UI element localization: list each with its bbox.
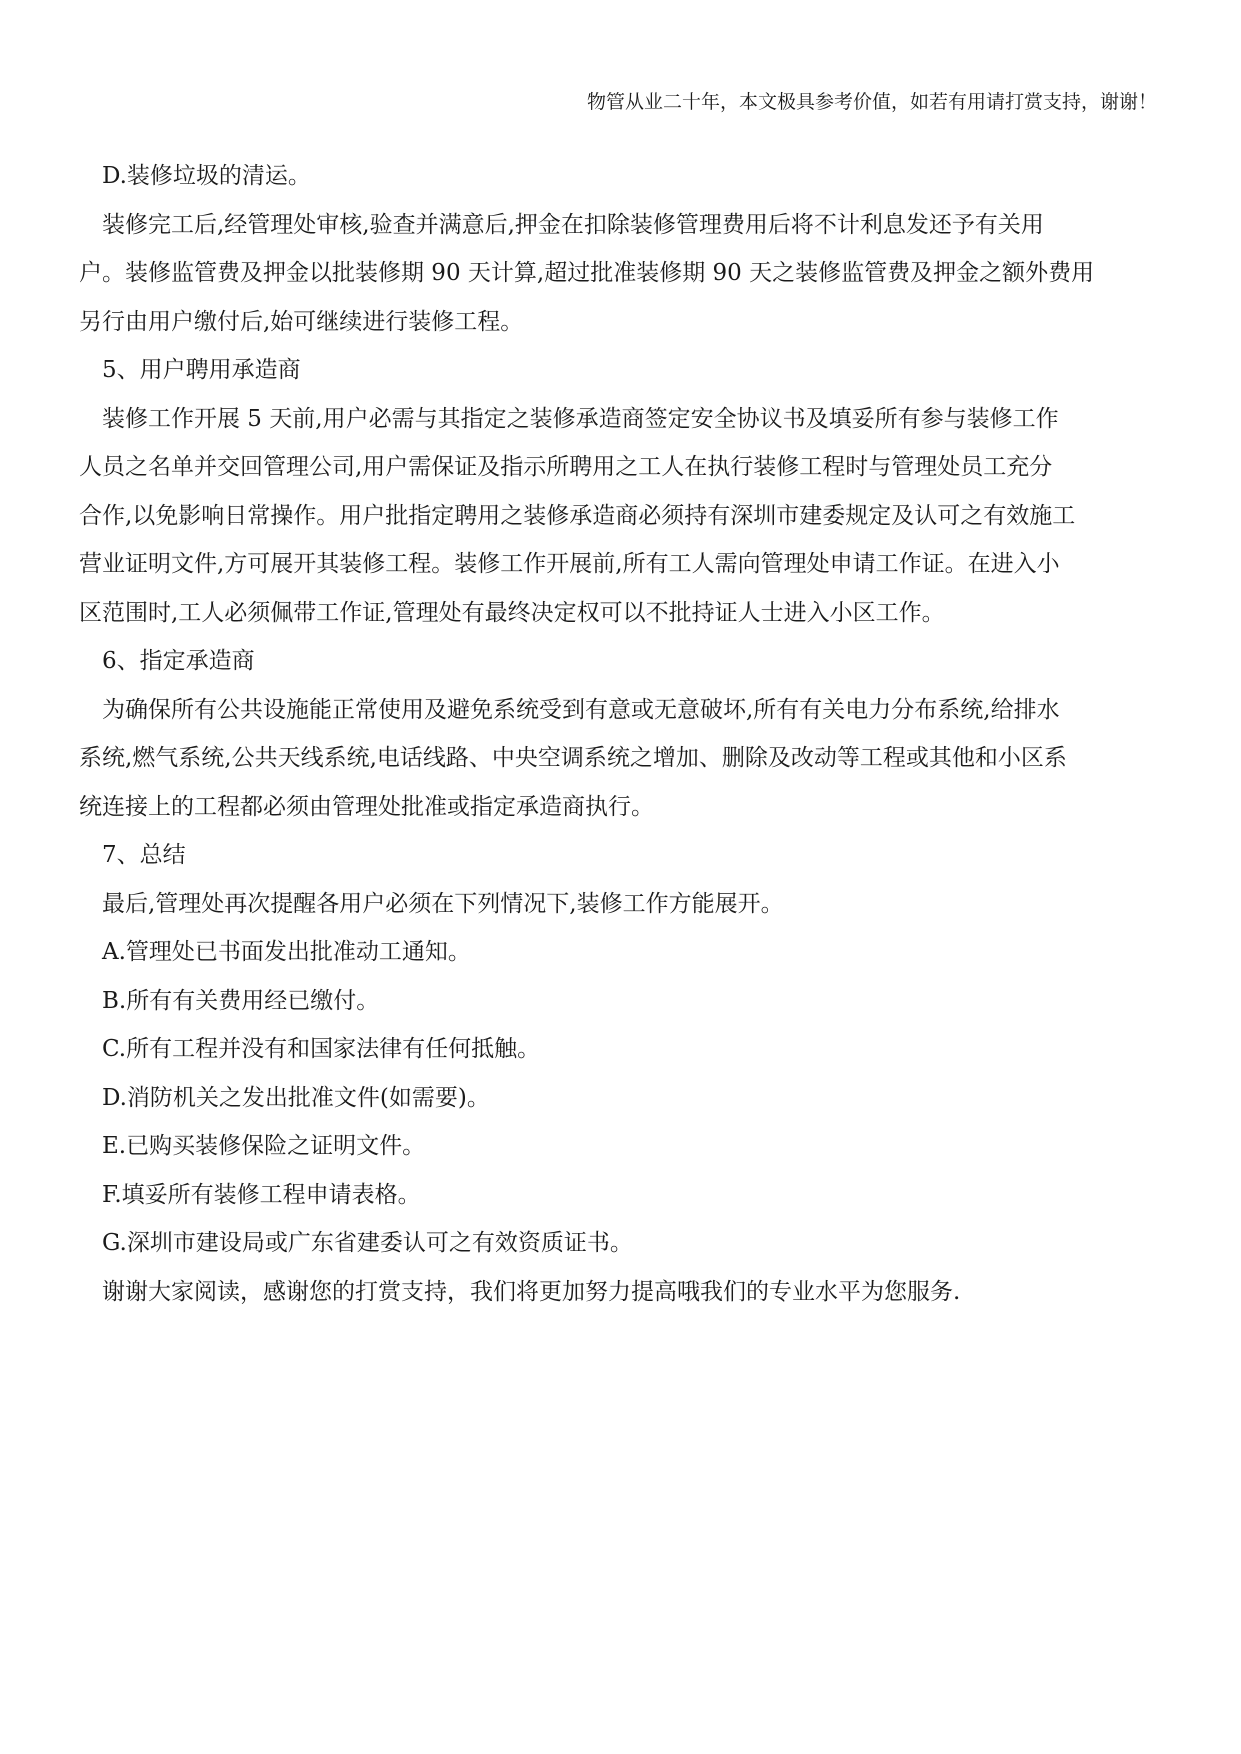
text-line: A.管理处已书面发出批准动工通知。	[102, 939, 471, 965]
text-line: D.消防机关之发出批准文件(如需要)。	[102, 1084, 490, 1111]
text-line: 最后,管理处再次提醒各用户必须在下列情况下,装修工作方能展开。	[102, 890, 784, 917]
text-line: 6、指定承造商	[102, 648, 255, 674]
text-line: 另行由用户缴付后,始可继续进行装修工程。	[79, 308, 524, 335]
text-line: C.所有工程并没有和国家法律有任何抵触。	[102, 1036, 541, 1062]
text-line: B.所有有关费用经已缴付。	[102, 987, 380, 1014]
text-line: 装修工作开展 5 天前,用户必需与其指定之装修承造商签定安全协议书及填妥所有参与装修工作	[102, 405, 1059, 432]
text-line: 谢谢大家阅读，感谢您的打赏支持，我们将更加努力提高哦我们的专业水平为您服务.	[102, 1278, 961, 1305]
text-line: D.装修垃圾的清运。	[102, 163, 311, 189]
text-line: 为确保所有公共设施能正常使用及避免系统受到有意或无意破坏,所有有关电力分布系统,给排水	[102, 696, 1060, 723]
text-line: 区范围时,工人必须佩带工作证,管理处有最终决定权可以不批持证人士进入小区工作。	[79, 599, 945, 626]
text-line: 7、总结	[102, 842, 186, 868]
text-line: 系统,燃气系统,公共天线系统,电话线路、中央空调系统之增加、删除及改动等工程或其他和小区系	[79, 745, 1067, 771]
text-line: G.深圳市建设局或广东省建委认可之有效资质证书。	[102, 1230, 633, 1256]
text-line: F.填妥所有装修工程申请表格。	[102, 1181, 421, 1208]
header-note: 物管从业二十年，本文极具参考价值，如若有用请打赏支持，谢谢！	[586, 91, 1157, 113]
document-body	[79, 152, 1165, 1316]
text-line: 统连接上的工程都必须由管理处批准或指定承造商执行。	[79, 793, 654, 820]
text-line: 营业证明文件,方可展开其装修工程。装修工作开展前,所有工人需向管理处申请工作证。在进入小	[79, 551, 1060, 577]
text-line: 合作,以免影响日常操作。用户批指定聘用之装修承造商必须持有深圳市建委规定及认可之有效施工	[79, 502, 1076, 529]
text-line: E.已购买装修保险之证明文件。	[102, 1133, 426, 1159]
text-line: 装修完工后,经管理处审核,验查并满意后,押金在扣除装修管理费用后将不计利息发还予有关用	[102, 211, 1044, 238]
text-line: 5、用户聘用承造商	[102, 357, 301, 383]
text-line: 户。装修监管费及押金以批装修期 90 天计算,超过批准装修期 90 天之装修监管费及押金之额外费用	[79, 260, 1095, 286]
text-line: 人员之名单并交回管理公司,用户需保证及指示所聘用之工人在执行装修工程时与管理处员工充分	[79, 454, 1053, 480]
